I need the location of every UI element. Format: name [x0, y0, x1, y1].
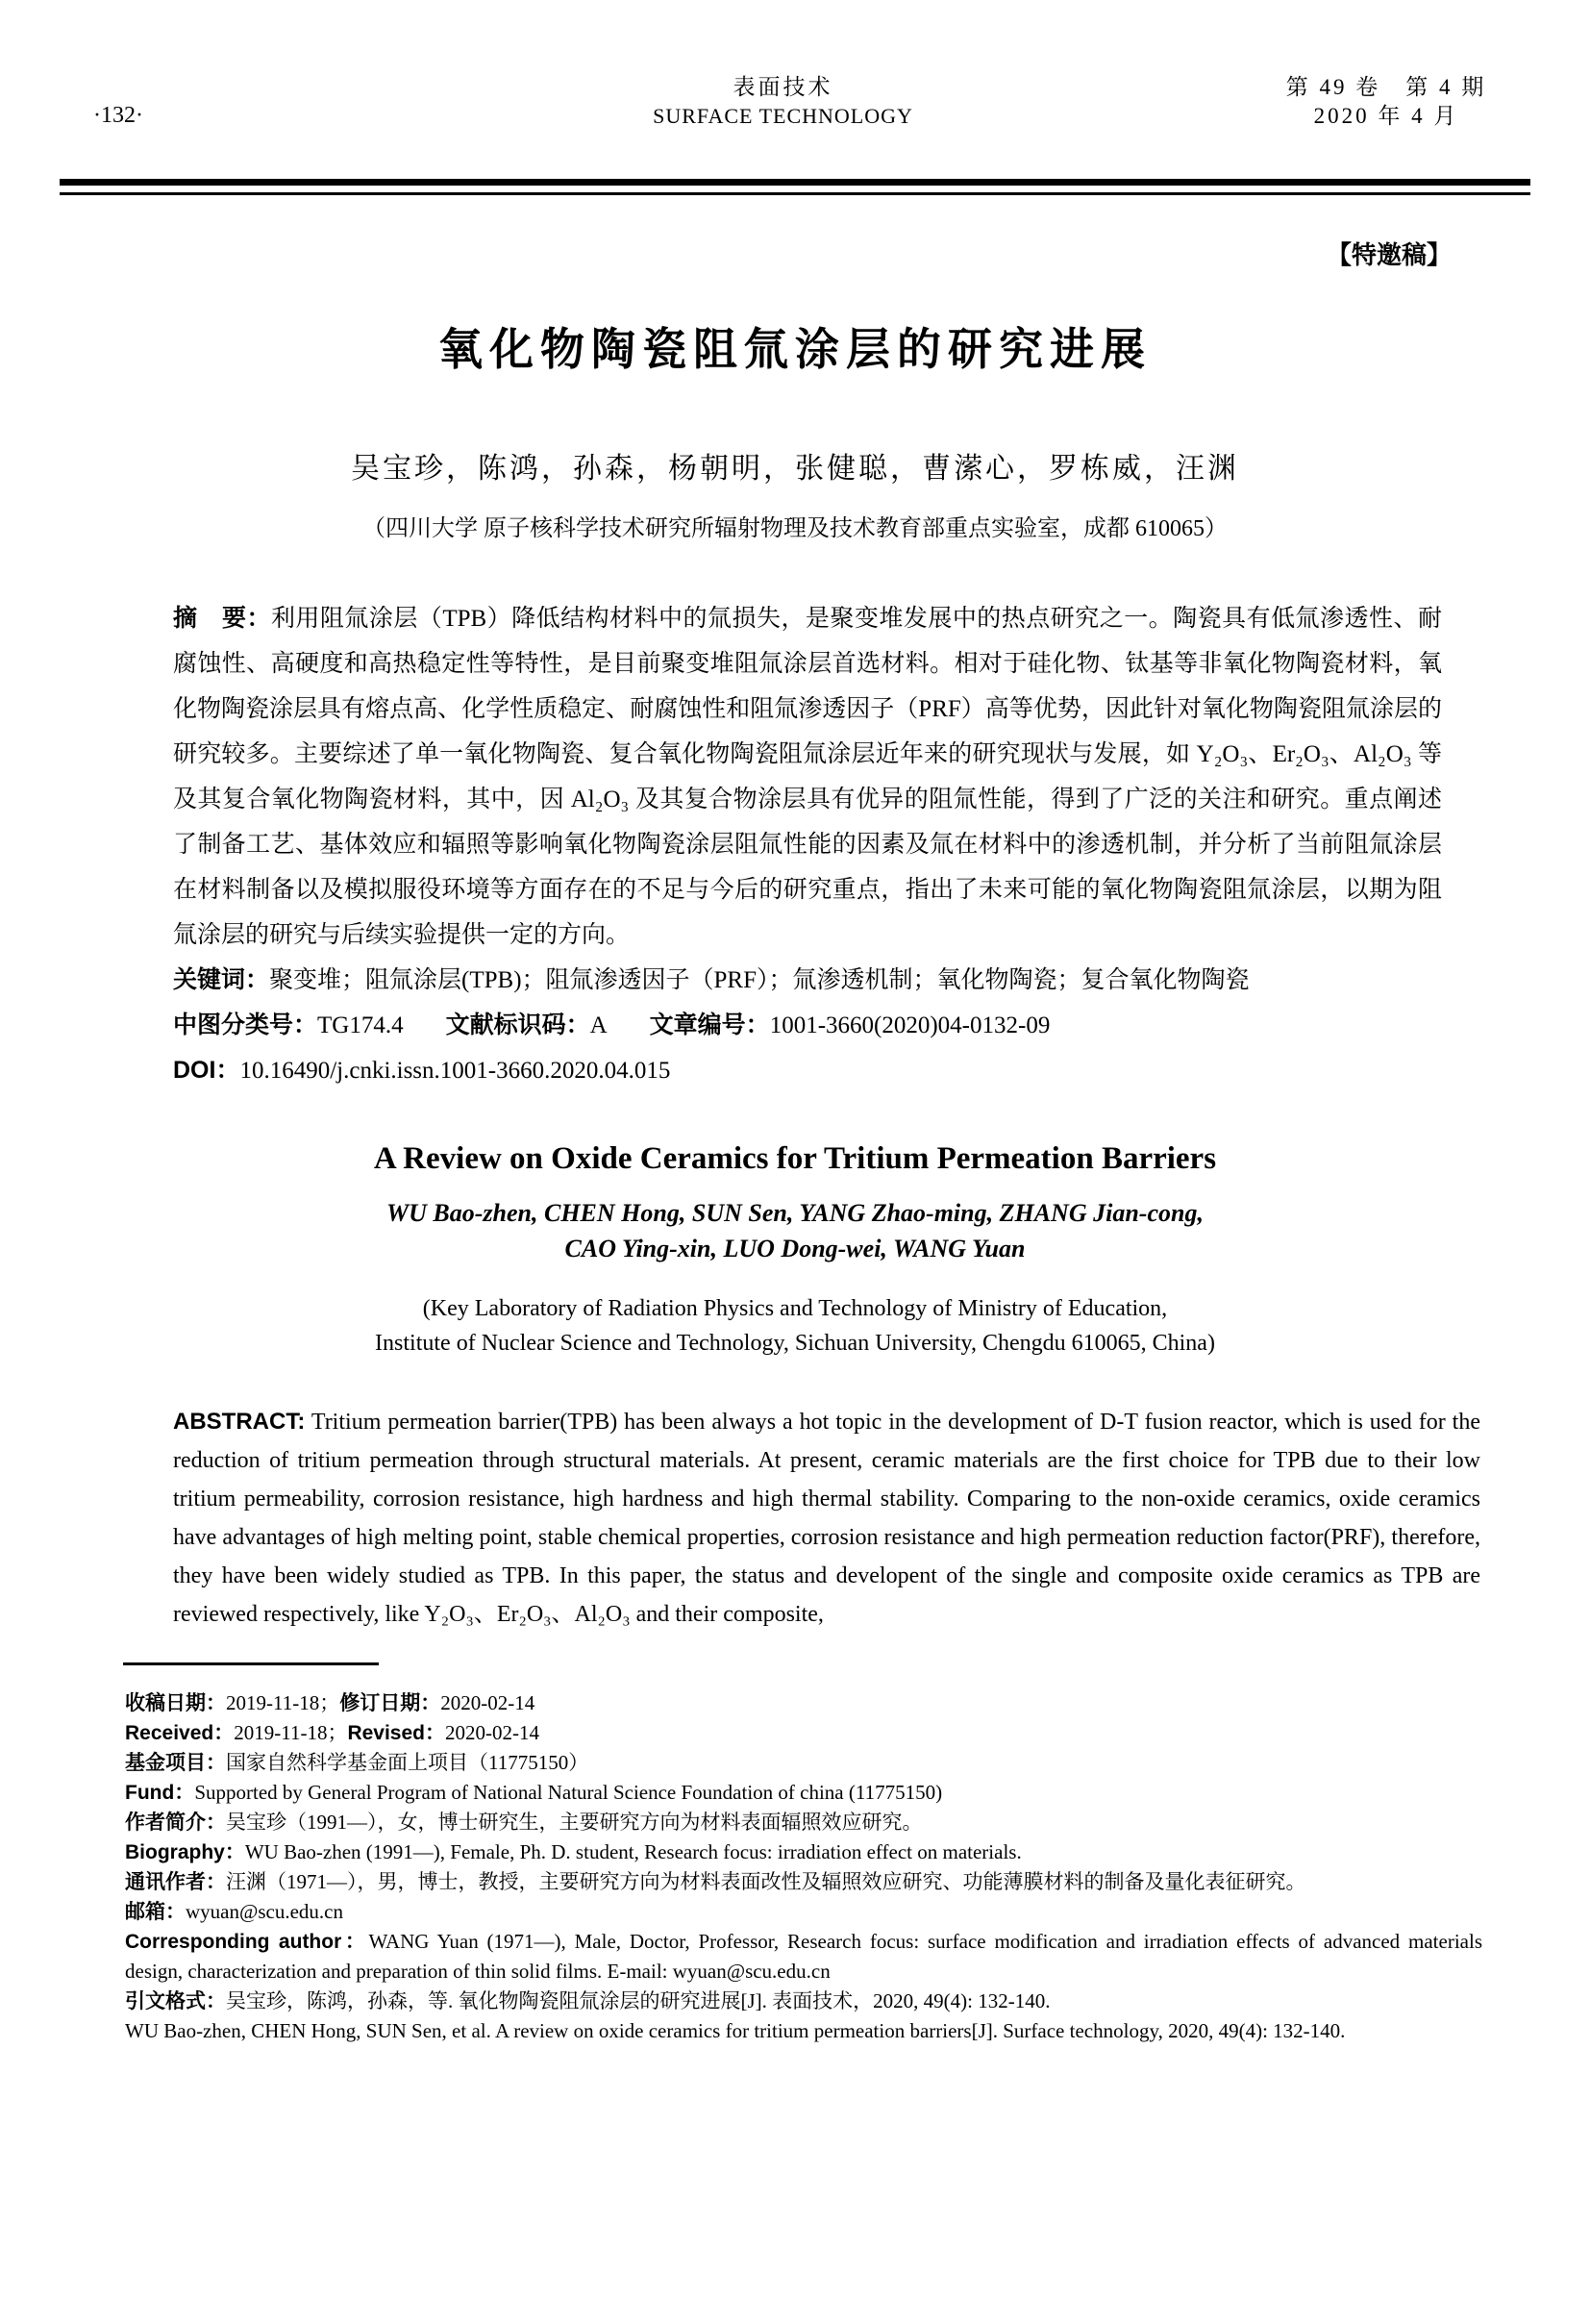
footnote-line [125, 1987, 1482, 2016]
footnote-text: 国家自然科学基金面上项目（11775150） [226, 1751, 589, 1774]
footnote-line [125, 1778, 1482, 1808]
footnote-label: Biography： [125, 1841, 245, 1863]
document-code-label: 文献标识码： [445, 1012, 590, 1038]
affiliation-en [60, 1291, 1530, 1361]
abstract-text-cn: 利用阻氚涂层（TPB）降低结构材料中的氚损失，是聚变堆发展中的热点研究之一。陶瓷具有低氚渗透性、耐腐蚀性、高硬度和高热稳定性等特性，是目前聚变堆阻氚涂层首选材料。相对于硅化物、钛基等非氧化物陶瓷材料，氧化物陶瓷涂层具有熔点高、化学性质稳定、耐腐蚀性和阻氚渗透因子（PRF）高等优势，因此针对氧化物陶瓷阻氚涂层的研究较多。主要综述了单一氧化物陶瓷、复合氧化物陶瓷阻氚涂层近年来的研究现状与发展，如 Y₂O₃、Er₂O₃、Al₂O₃ 等及其复合氧化物陶瓷材料，其中，因 Al₂O₃ 及其复合物涂层具有优异的阻氚性能，得到了广泛的关注和研究。重点阐述了制备工艺、基体效应和辐照等影响氧化物陶瓷涂层阻氚性能的因素及氚在材料中的渗透机制，并分析了当前阻氚涂层在材料制备以及模拟服役环境等方面存在的不足与今后的研究重点，指出了未来可能的氧化物陶瓷阻氚涂层，以期为阻氚涂层的研究与后续实验提供一定的方向。 [173, 606, 1442, 948]
footnote-label: 邮箱： [125, 1901, 186, 1923]
doi-value: 10.16490/j.cnki.issn.1001-3660.2020.04.015 [239, 1058, 671, 1084]
footnote-divider [123, 1662, 379, 1665]
abstract-label-en: ABSTRACT: [173, 1409, 306, 1435]
header-rule-thin [60, 192, 1530, 195]
footnote-line [125, 1897, 1482, 1927]
footnote-label: 引文格式： [125, 1990, 226, 2012]
doi-line [173, 1048, 1442, 1093]
special-column-badge: 【特邀稿】 [1326, 240, 1452, 269]
abstract-cn [173, 596, 1442, 958]
chinese-abstract-block [173, 596, 1442, 1093]
footnote-text: 吴宝珍，陈鸿，孙森，等. 氧化物陶瓷阻氚涂层的研究进展[J]. 表面技术，2020, 49(4): 132-140. [226, 1989, 1051, 2012]
affiliation-en-line2: Institute of Nuclear Science and Technology, Sichuan University, Chengdu 610065, China) [375, 1331, 1215, 1356]
authors-cn: 吴宝珍，陈鸿，孙森，杨朝明，张健聪，曹潆心，罗栋威，汪渊 [351, 453, 1239, 485]
keywords-label: 关键词： [173, 966, 270, 993]
footnote-label: Revised： [347, 1722, 445, 1744]
issue-info [1242, 73, 1530, 131]
english-abstract-block [173, 1403, 1480, 1634]
abstract-text-en: Tritium permeation barrier(TPB) has been always a hot topic in the development of D-T fusion reactor, which is used for the reduction of tritium permeation through structural materials. At present, ceramic materials are the first choice for TPB due to their low tritium permeability, corrosion resistance, high hardness and high thermal stability. Comparing to the non-oxide ceramics, oxide ceramics have advantages of high melting point, stable chemical properties, corrosion resistance and high permeation reduction factor(PRF), therefore, they have been widely studied as TPB. In this paper, the status and developent of the single and composite oxide ceramics as TPB are reviewed respectively, like Y₂O₃、Er₂O₃、Al₂O₃ and their composite, [173, 1410, 1480, 1627]
clc-value: TG174.4 [317, 1012, 404, 1038]
footnote-text: 2019-11-18； [234, 1721, 348, 1744]
footnote-label: Received： [125, 1722, 235, 1744]
abstract-en [173, 1403, 1480, 1634]
footnote-line [125, 1718, 1482, 1748]
footnote-block [125, 1688, 1482, 2046]
journal-title [324, 73, 1242, 131]
article-id-value: 1001-3660(2020)04-0132-09 [769, 1012, 1051, 1038]
footnote-text: 2020-02-14 [440, 1691, 535, 1714]
authors-en-line1: WU Bao-zhen, CHEN Hong, SUN Sen, YANG Zhao-ming, ZHANG Jian-cong, [386, 1199, 1204, 1227]
footnote-label: 基金项目： [125, 1752, 226, 1774]
journal-title-cn: 表面技术 [733, 75, 833, 99]
footnote-label: 通讯作者： [125, 1871, 226, 1893]
footnote-text: 2019-11-18； [226, 1691, 340, 1714]
issue-date: 2020 年 4 月 [1313, 104, 1459, 128]
volume-issue: 第 49 卷 第 4 期 [1285, 75, 1487, 99]
footnote-text: WANG Yuan (1971—), Male, Doctor, Professor, Research focus: surface modification and irradiation effects of advanced materials design, characterization and preparation of thin solid films. E-mail: wyuan@scu.edu.cn [125, 1930, 1482, 1983]
footnote-line [125, 1867, 1482, 1897]
footnote-line [125, 1748, 1482, 1778]
journal-page [0, 75, 1590, 2046]
footnote-line [125, 2016, 1482, 2046]
footnote-text: 汪渊（1971—），男，博士，教授，主要研究方向为材料表面改性及辐照效应研究、功能薄膜材料的制备及量化表征研究。 [226, 1870, 1306, 1893]
authors-en-line2: CAO Ying-xin, LUO Dong-wei, WANG Yuan [564, 1235, 1026, 1262]
footnote-line [125, 1837, 1482, 1867]
clc-line [173, 1003, 1442, 1048]
header-rule-thick [60, 179, 1530, 186]
footnote-text: Supported by General Program of National Natural Science Foundation of china (11775150) [194, 1781, 943, 1804]
keywords-text: 聚变堆；阻氚涂层(TPB)；阻氚渗透因子（PRF）；氚渗透机制；氧化物陶瓷；复合氧化物陶瓷 [269, 967, 1250, 993]
footnote-line [125, 1927, 1482, 1987]
footnote-label: 修订日期： [339, 1692, 441, 1714]
article-id-label: 文章编号： [649, 1012, 770, 1038]
footnote-text: wyuan@scu.edu.cn [186, 1900, 343, 1923]
affiliation-cn: （四川大学 原子核科学技术研究所辐射物理及技术教育部重点实验室，成都 610065） [362, 516, 1228, 541]
footnote-text: 2020-02-14 [445, 1721, 539, 1744]
abstract-label-cn: 摘 要： [173, 605, 271, 632]
affiliation-en-line1: (Key Laboratory of Radiation Physics and Technology of Ministry of Education, [422, 1296, 1168, 1321]
footnote-label: 作者简介： [125, 1812, 226, 1834]
clc-label: 中图分类号： [173, 1012, 318, 1038]
document-code-value: A [589, 1012, 608, 1038]
footnote-text: 吴宝珍（1991—），女，博士研究生，主要研究方向为材料表面辐照效应研究。 [226, 1811, 923, 1834]
journal-title-en: SURFACE TECHNOLOGY [653, 104, 913, 128]
authors-en [60, 1195, 1530, 1266]
footnote-text: WU Bao-zhen, CHEN Hong, SUN Sen, et al. A review on oxide ceramics for tritium permeation barriers[J]. Surface technology, 2020, 49(4): 132-140. [125, 2019, 1346, 2042]
footnote-text: WU Bao-zhen (1991—), Female, Ph. D. student, Research focus: irradiation effect on materials. [244, 1840, 1022, 1863]
footnote-line [125, 1808, 1482, 1837]
page-number: ·132· [93, 103, 143, 128]
article-title-en: A Review on Oxide Ceramics for Tritium Permeation Barriers [373, 1141, 1217, 1176]
doi-label: DOI： [173, 1057, 240, 1084]
footnote-label: Fund： [125, 1782, 195, 1804]
page-header [60, 75, 1530, 131]
footnote-line [125, 1688, 1482, 1718]
article-title-cn: 氧化物陶瓷阻氚涂层的研究进展 [438, 324, 1152, 374]
footnote-label: 收稿日期： [125, 1692, 226, 1714]
footnote-label: Corresponding author： [125, 1931, 369, 1953]
keywords-line [173, 958, 1442, 1003]
